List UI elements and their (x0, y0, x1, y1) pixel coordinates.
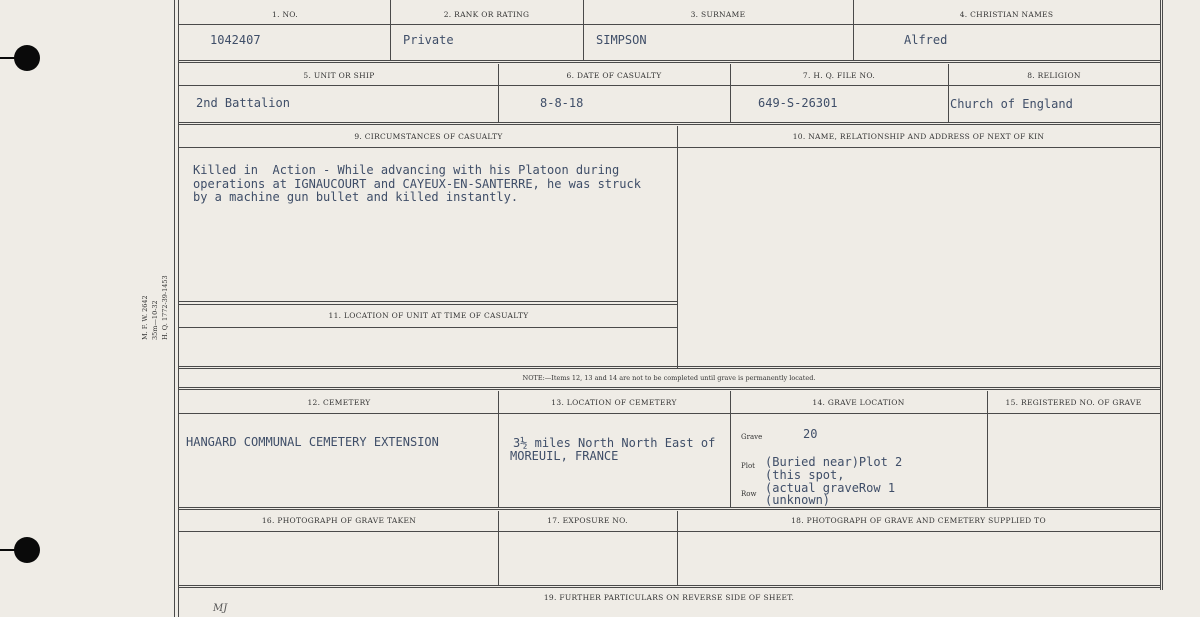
row5-header-rule (178, 531, 1160, 532)
row3-header-rule (178, 147, 1160, 148)
row1-div-1 (390, 0, 391, 60)
header-surname: 3. SURNAME (690, 10, 746, 19)
grave-label: Grave (741, 433, 763, 441)
surname: SIMPSON (596, 33, 647, 47)
plot-line-4: (unknown) (765, 493, 831, 507)
row1-div-3 (853, 0, 854, 60)
row3-mid-rule-1 (178, 301, 677, 302)
header-location-of-unit: 11. LOCATION OF UNIT AT TIME OF CASUALTY (328, 311, 529, 320)
header-photograph-supplied: 18. PHOTOGRAPH OF GRAVE AND CEMETERY SUPPLIED TO (791, 516, 1046, 525)
row2-bottom-rule (178, 122, 1160, 125)
header-no: 1. NO. (272, 10, 298, 19)
christian-names: Alfred (904, 33, 948, 47)
religion: Church of England (950, 97, 1073, 111)
cemetery-name: HANGARD COMMUNAL CEMETERY EXTENSION (186, 435, 439, 449)
punch-hole-bottom (14, 537, 40, 563)
form-code-line-3: H. Q. 1772-39-1453 (161, 275, 169, 340)
header-file-no: 7. H. Q. FILE NO. (802, 71, 876, 80)
plot-line-2: (this spot, (765, 468, 845, 482)
clerk-initials: MJ (213, 603, 228, 614)
row3-bottom-rule (178, 366, 1160, 369)
header-unit: 5. UNIT OR SHIP (303, 71, 375, 80)
plot-line-3: (actual graveRow 1 (765, 481, 896, 495)
header-christian-names: 4. CHRISTIAN NAMES (959, 10, 1054, 19)
cemetery-location-line-1: 3½ miles North North East of (513, 436, 716, 450)
plot-line-1: (Buried near)Plot 2 (765, 455, 903, 469)
rank: Private (403, 33, 454, 47)
row3-mid-rule-2 (178, 304, 677, 305)
row5-bottom-rule (178, 585, 1160, 588)
form-code (140, 220, 170, 340)
row-label: Row (741, 490, 757, 498)
row1-div-2 (583, 0, 584, 60)
right-edge-line (1160, 0, 1163, 590)
row2-header-rule (178, 85, 1160, 86)
row3-location-rule (178, 327, 677, 328)
cemetery-location-line-2: MOREUIL, FRANCE (510, 449, 619, 463)
row4-bottom-rule (178, 507, 1160, 510)
header-date: 6. DATE OF CASUALTY (566, 71, 662, 80)
plot-label: Plot (741, 462, 755, 470)
header-circumstances: 9. CIRCUMSTANCES OF CASUALTY (354, 132, 503, 141)
header-photograph-taken: 16. PHOTOGRAPH OF GRAVE TAKEN (261, 516, 417, 525)
footer-further-particulars: 19. FURTHER PARTICULARS ON REVERSE SIDE OF SHEET. (543, 593, 795, 602)
punch-hole-line-top (0, 57, 16, 59)
row1-header-rule (178, 24, 1160, 25)
header-cemetery-location: 13. LOCATION OF CEMETERY (551, 398, 677, 407)
margin-line-outer (174, 0, 175, 617)
header-next-of-kin: 10. NAME, RELATIONSHIP AND ADDRESS OF NEXT OF KIN (792, 132, 1045, 141)
punch-hole-line-bottom (0, 549, 16, 551)
circumstances-line-2: operations at IGNAUCOURT and CAYEUX-EN-SANTERRE, he was struck (193, 177, 641, 191)
note-text: NOTE:—Items 12, 13 and 14 are not to be completed until grave is permanently located. (522, 374, 816, 382)
unit: 2nd Battalion (196, 96, 290, 110)
service-number: 1042407 (210, 33, 261, 47)
grave-number: 20 (803, 427, 818, 441)
row4-div-2 (730, 391, 731, 507)
row4-header-rule (178, 413, 1160, 414)
row1-bottom-rule (178, 60, 1160, 63)
file-number: 649-S-26301 (758, 96, 838, 110)
form-code-line-1: M. F. W. 2642 (141, 295, 149, 340)
header-religion: 8. RELIGION (1027, 71, 1081, 80)
circumstances-line-3: by a machine gun bullet and killed instantly. (193, 190, 519, 204)
header-registered-no: 15. REGISTERED NO. OF GRAVE (1005, 398, 1142, 407)
form-code-line-2: 35m—10-32 (151, 300, 159, 340)
row4-div-3 (987, 391, 988, 507)
header-cemetery: 12. CEMETERY (307, 398, 371, 407)
header-exposure-no: 17. EXPOSURE NO. (547, 516, 628, 525)
row4-div-1 (498, 391, 499, 507)
header-rank: 2. RANK OR RATING (443, 10, 530, 19)
circumstances-line-1: Killed in Action - While advancing with his Platoon during (193, 163, 620, 177)
note-bottom-rule (178, 387, 1160, 390)
margin-line-inner (178, 0, 179, 617)
row3-div (677, 126, 678, 368)
date-of-casualty: 8-8-18 (540, 96, 584, 110)
punch-hole-top (14, 45, 40, 71)
header-grave-location: 14. GRAVE LOCATION (812, 398, 905, 407)
